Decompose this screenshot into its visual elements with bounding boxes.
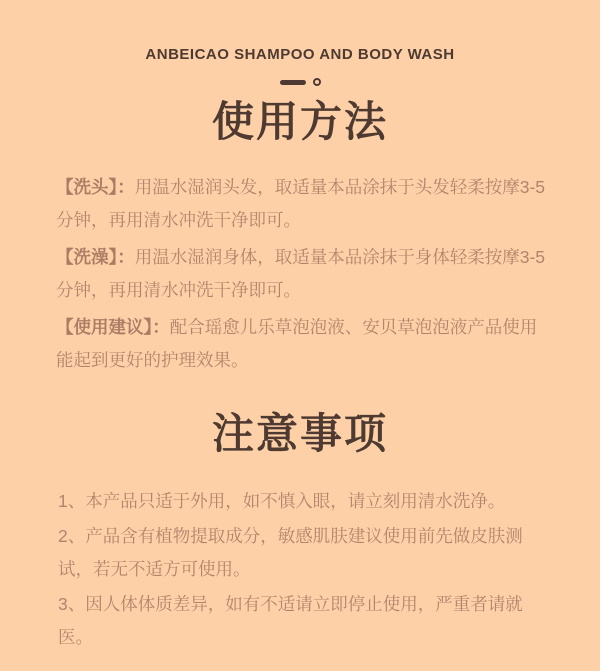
notice-item: 3、因人体体质差异，如有不适请立即停止使用，严重者请就医。 [58,594,523,647]
divider-dot-icon [313,78,321,86]
paragraph-text: 用温水湿润身体，取适量本品涂抹于身体轻柔按摩3-5分钟，再用清水冲洗干净即可。 [56,247,546,300]
paragraph-label: 【使用建议】： [56,317,170,337]
notice-section-title: 注意事项 [211,410,388,457]
notice-item: 2、产品含有植物提取成分，敏感肌肤建议使用前先做皮肤测试，若无不适方可使用。 [58,526,523,579]
decorative-divider [0,77,600,87]
usage-section-title: 使用方法 [211,98,388,145]
paragraph-text: 配合瑶愈儿乐草泡泡液、安贝草泡泡液产品使用能起到更好的护理效果。 [56,317,538,370]
usage-paragraph-wash-hair [56,171,546,237]
paragraph-label: 【洗澡】： [56,247,135,267]
notice-list [0,485,600,654]
notice-item: 1、本产品只适于外用，如不慎入眼，请立刻用清水洗净。 [58,491,506,511]
usage-paragraph-bathe [56,241,546,307]
usage-section-body [0,171,600,377]
usage-paragraph-suggestion [56,311,546,377]
paragraph-label: 【洗头】： [56,177,135,197]
divider-bar [280,80,306,85]
paragraph-text: 用温水湿润头发，取适量本品涂抹于头发轻柔按摩3-5分钟，再用清水冲洗干净即可。 [56,177,546,230]
brand-heading: ANBEICAO SHAMPOO AND BODY WASH [145,46,455,63]
